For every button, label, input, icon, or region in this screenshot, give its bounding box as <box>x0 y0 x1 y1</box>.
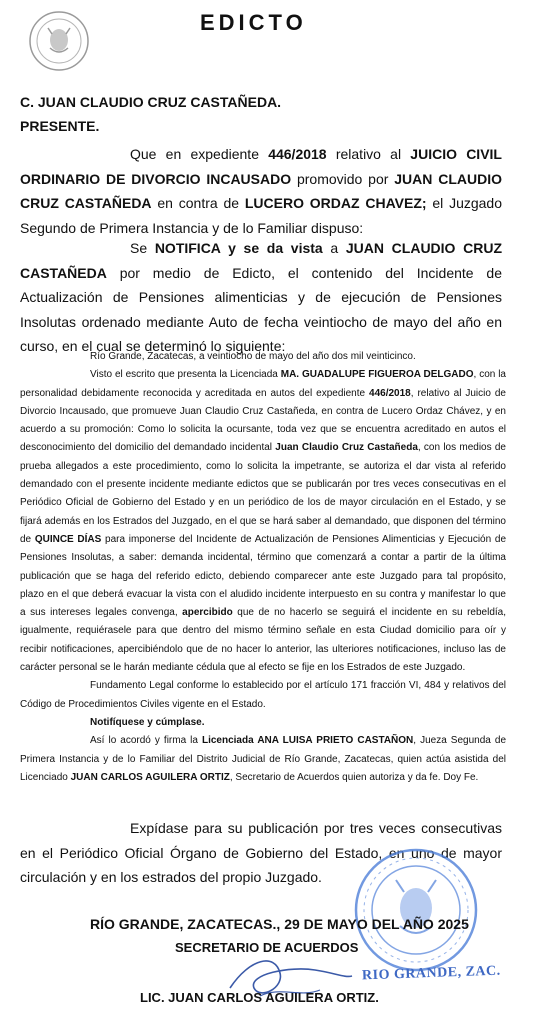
publication-paragraph: Expídase para su publicación por tres veces consecutivas en el Periódico Oficial Órgano de Gobierno del Estado, en uno de mayor circulación y en los estrados del propio Juzgado. <box>20 820 502 885</box>
order-notifiquese: Notifíquese y cúmplase. <box>90 716 205 728</box>
order-body: Visto el escrito que presenta la Licenciada MA. GUADALUPE FIGUEROA DELGADO, con la personalidad debidamente reconocida y acreditada en autos del expediente 446/2018, relativo al Juicio de Divorcio Incausado, que promueve Juan Claudio Cruz Castañeda, en contra de Lucero Ordaz Chávez, y en acuerdo a su promoción: Como lo solicita la ocursante, toda vez que se encuentra acreditado en autos el desconocimiento del domicilio del demandado incidental Juan Claudio Cruz Castañeda, con los medios de prueba allegados a este procedimiento, como lo solicita la impetrante, se autoriza el dar vista al referido demandado con el presente incidente mediante edictos que se publicarán por tres veces consecutivas en el Periódico Oficial de Gobierno del Estado y en un periódico de los de mayor circulación en el Estado, y se fijará además en los Estrados del Juzgado, en el que se hará saber al demandado, que disponen del término de QUINCE DÍAS para imponerse del Incidente de Actualización de Pensiones Alimenticias y Ejecución de Pensiones Insolutas, a saber: demanda incidental, término que comenzará a contar a partir de la última publicación que se haga del referido edicto, debiendo comparecer ante este Juzgado para tal propósito, plazo en el que deberá evacuar la vista con el aludido incidente interpuesto en su contra y manifestar lo que a sus intereses legales convenga, apercibido que de no hacerlo se seguirá el incidente en su rebeldía, igualmente, requiérasele para que dentro del mismo término señale en esta Ciudad domicilio para oír y recibir notificaciones, apercibiéndolo que de no hacer lo anterior, las ulteriores notificaciones, incluso las de carácter personal se le harán mediante cédula que al efecto se fije en los Estrados de este Juzgado. <box>20 369 507 674</box>
intro-paragraph: Que en expediente 446/2018 relativo al JUICIO CIVIL ORDINARIO DE DIVORCIO INCAUSADO promovido por JUAN CLAUDIO CRUZ CASTAÑEDA en contra de LUCERO ORDAZ CHAVEZ; el Juzgado Segundo de Primera Instancia y de lo Familiar dispuso: <box>20 146 503 236</box>
footer-signatory: LIC. JUAN CARLOS AGUILERA ORTIZ. <box>140 990 379 1005</box>
city-stamp: RIO GRANDE, ZAC. <box>361 963 501 984</box>
court-order-text <box>20 348 506 787</box>
footer-place-date: RÍO GRANDE, ZACATECAS., 29 DE MAYO DEL AÑO 2025 <box>90 916 469 932</box>
document-title: EDICTO <box>200 10 307 35</box>
footer-cargo: SECRETARIO DE ACUERDOS <box>175 940 359 955</box>
coat-of-arms-seal-icon <box>28 10 90 72</box>
notification-paragraph: Se NOTIFICA y se da vista a JUAN CLAUDIO CRUZ CASTAÑEDA por medio de Edicto, el contenido del Incidente de Actualización de Pensiones alimenticias y de ejecución de Pensiones Insolutas ordenado mediante Auto de fecha veintiocho de mayo del año en curso, en el cual se determinó lo siguiente: <box>20 240 503 354</box>
addressee: C. JUAN CLAUDIO CRUZ CASTAÑEDA. <box>20 94 282 110</box>
presente-label: PRESENTE. <box>20 118 100 134</box>
order-signature-text: Así lo acordó y firma la Licenciada ANA LUISA PRIETO CASTAÑON, Jueza Segunda de Primera Instancia y de lo Familiar del Distrito Judicial de Río Grande, Zacatecas, quien actúa asistida del Licenciado JUAN CARLOS AGUILERA ORTIZ, Secretario de Acuerdos quien autoriza y da fe. Doy Fe. <box>20 735 506 783</box>
court-seal-stamp-icon <box>352 846 480 974</box>
order-legal-basis: Fundamento Legal conforme lo establecido por el artículo 171 fracción VI, 484 y relativos del Código de Procedimientos Civiles vigente en el Estado. <box>20 680 506 710</box>
order-place-date: Río Grande, Zacatecas, a veintiocho de mayo del año dos mil veinticinco. <box>90 351 416 362</box>
